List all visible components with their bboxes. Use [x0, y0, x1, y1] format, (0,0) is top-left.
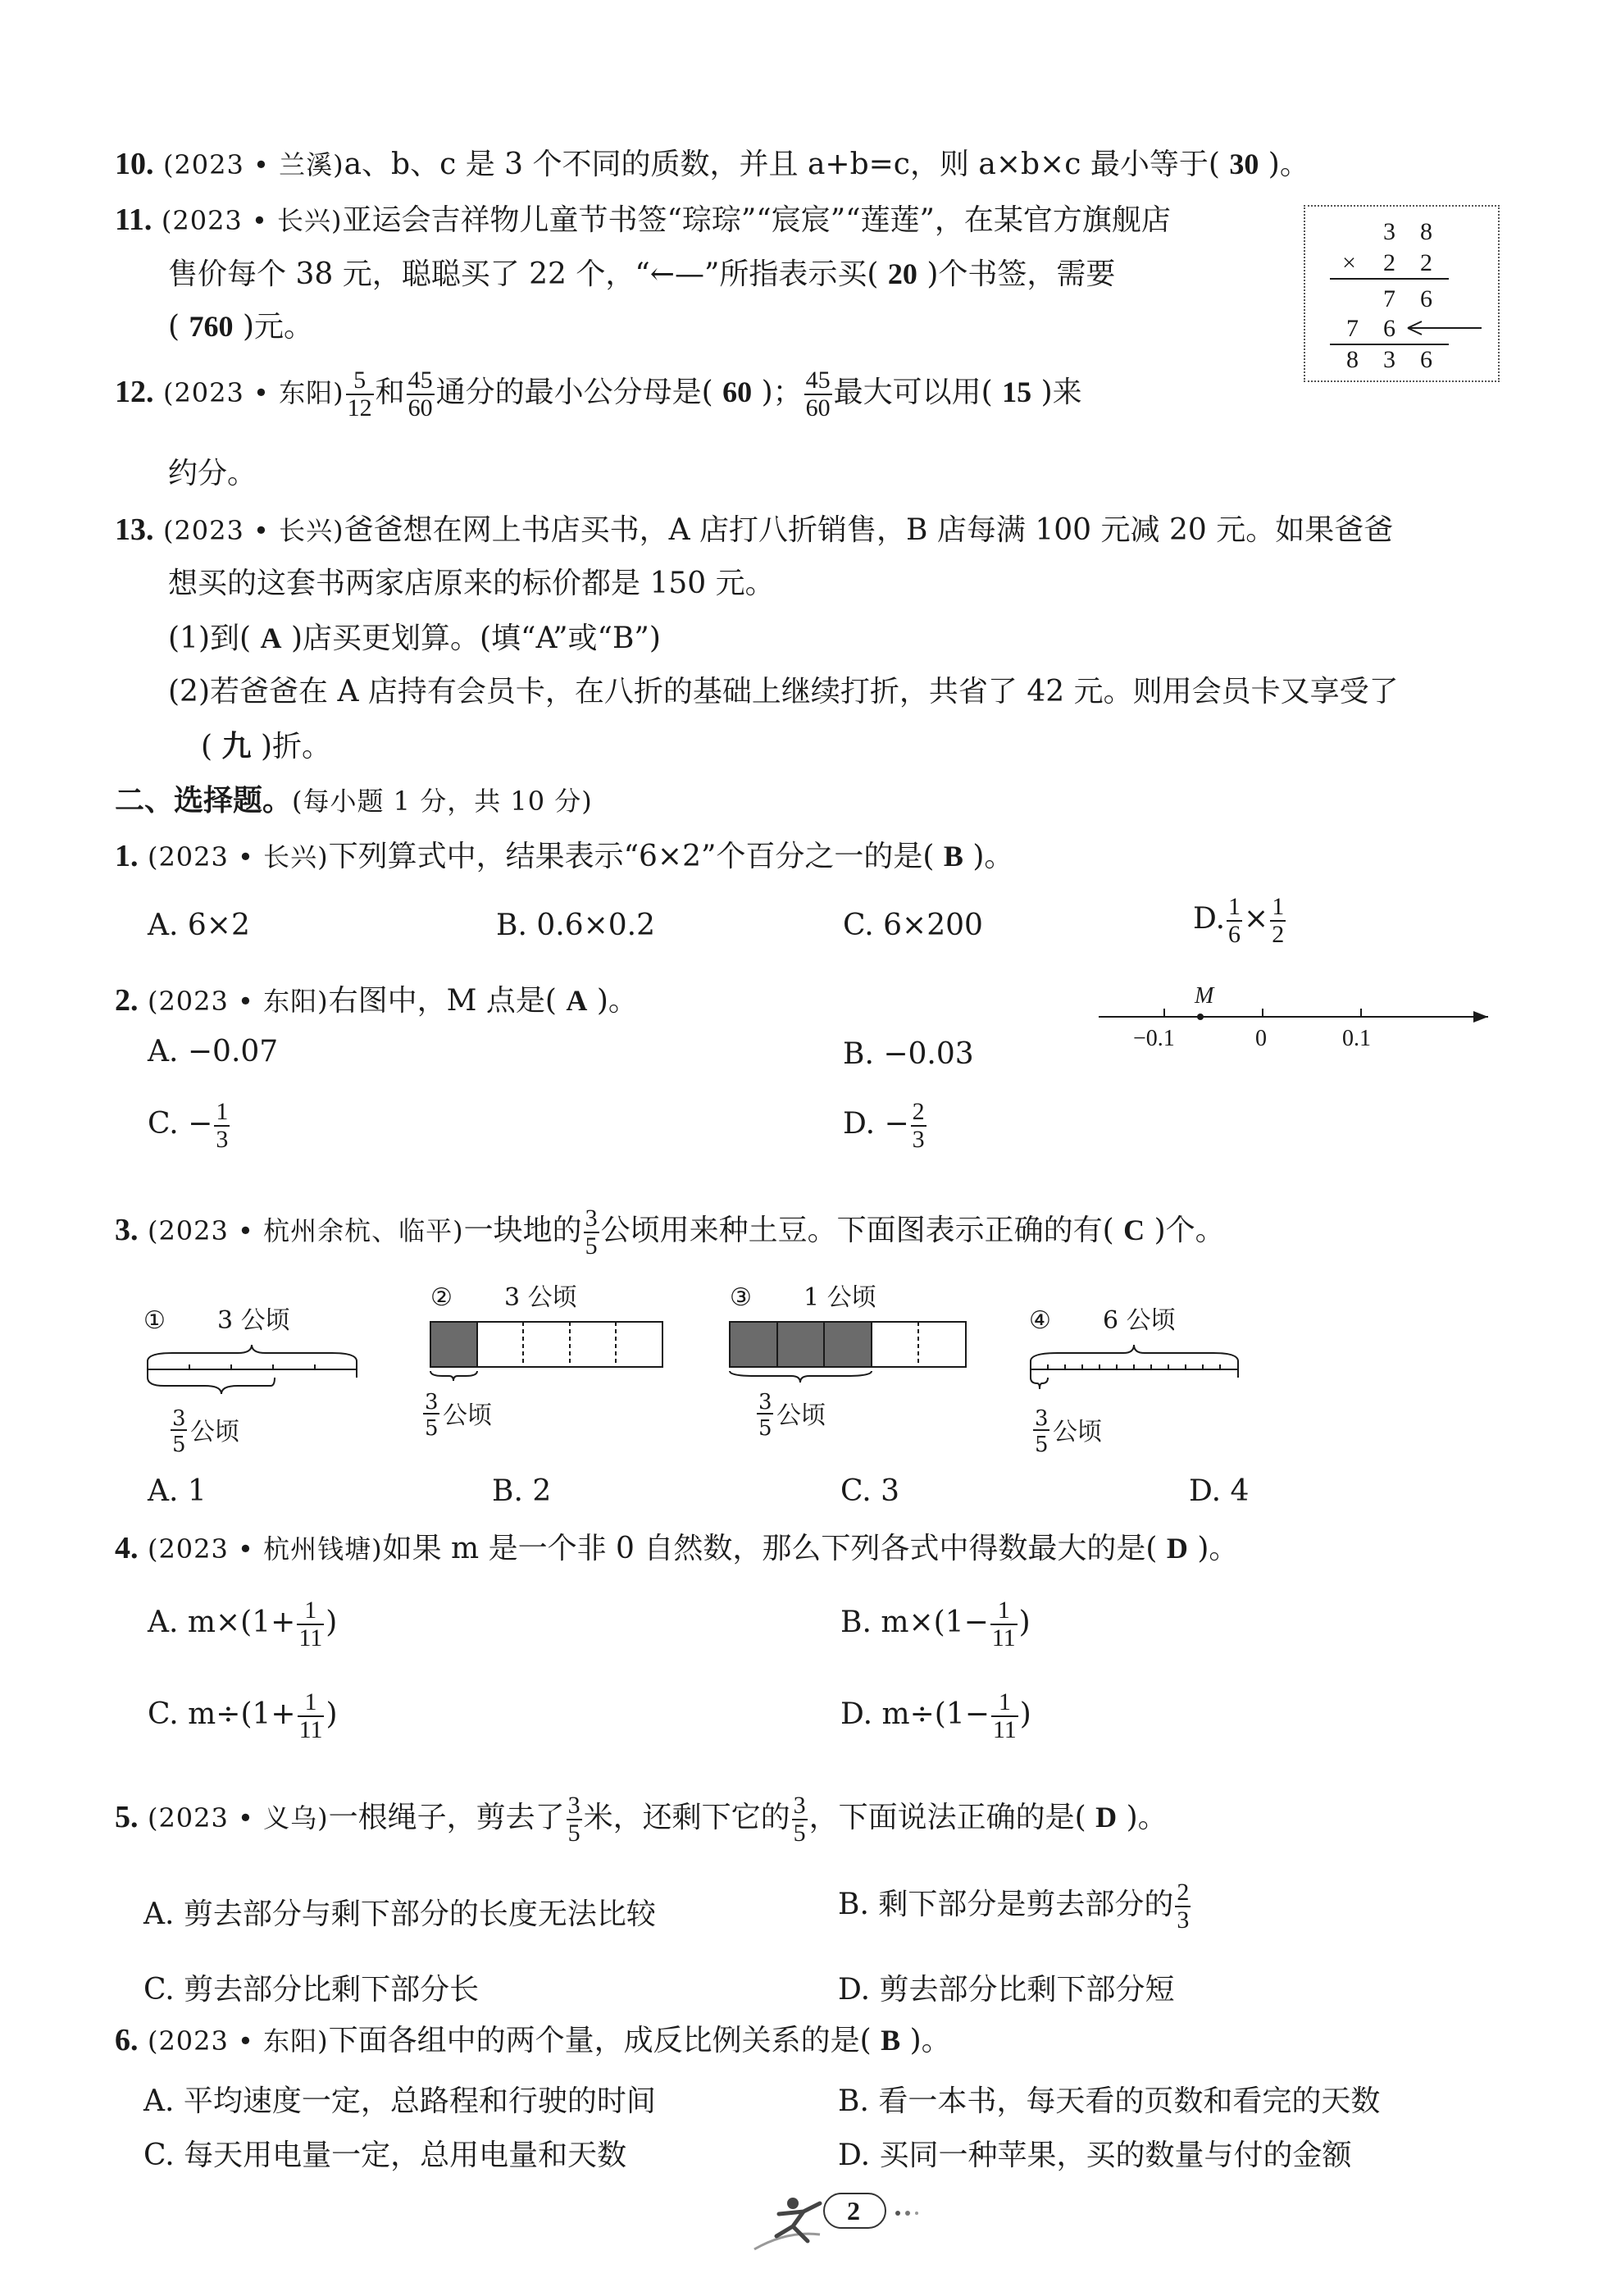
question-13-line2: 想买的这套书两家店原来的标价都是 150 元。	[168, 567, 775, 600]
option-c	[148, 1099, 231, 1153]
bottom-brace	[730, 1371, 872, 1383]
runner-icon	[787, 2198, 799, 2209]
answer: B	[881, 2024, 901, 2057]
top-brace	[1031, 1345, 1238, 1361]
source-tag: (2023 • 兰溪)	[162, 149, 344, 180]
question-text: 售价每个 38 元，聪聪买了 22 个，“←—”所指表示买(	[168, 257, 879, 291]
question-text: 和	[375, 376, 405, 409]
question-10	[115, 146, 1309, 183]
tick-label: 0.1	[1342, 1026, 1371, 1051]
question-text: 最大可以用(	[833, 376, 993, 409]
option-c: C. 剪去部分比剩下部分长	[143, 1973, 480, 2007]
question-text: 一块地的	[463, 1214, 582, 1247]
question-text: a、b、c 是 3 个不同的质数，并且 a+b=c，则 a×b×c 最小等于(	[344, 148, 1220, 181]
option-b: B. 看一本书，每天看的页数和看完的天数	[838, 2084, 1381, 2118]
answer: 30	[1229, 148, 1259, 180]
option-label: A. m×(1+	[148, 1606, 296, 1639]
question-number: 13.	[115, 512, 154, 547]
option-a: A. −0.07	[148, 1035, 279, 1068]
calc-r4-d2: 6	[1383, 315, 1395, 342]
calc-r3-d2: 6	[1420, 285, 1432, 312]
question-text: (	[168, 310, 180, 344]
figure-number: ④	[1029, 1306, 1051, 1335]
option-d: D. 4	[1189, 1474, 1250, 1508]
calc-r5-d1: 8	[1346, 346, 1359, 373]
question-text: 右图中，M 点是(	[328, 984, 557, 1018]
option-d	[1193, 894, 1287, 948]
question-text: 下列算式中，结果表示“6×2”个百分之一的是(	[328, 840, 935, 873]
tick-label: −0.1	[1133, 1026, 1175, 1051]
option-d: D. 剪去部分比剩下部分短	[838, 1973, 1175, 2007]
calc-r1-d2: 8	[1420, 218, 1432, 245]
fraction: $\frac{1}{3}$	[216, 1098, 229, 1153]
figure-bottom-label: 公顷	[190, 1418, 239, 1446]
question-number: 1.	[115, 839, 139, 873]
figure-top-label: 6 公顷	[1103, 1306, 1176, 1335]
option-b	[840, 1597, 1031, 1651]
question-text: )折。	[260, 730, 332, 763]
choice-question-3	[115, 1205, 1225, 1260]
option-a: A. 1	[148, 1474, 207, 1508]
source-tag: (2023 • 长兴)	[147, 841, 329, 872]
question-text-end: )。	[1126, 1801, 1168, 1834]
question-13	[115, 512, 1393, 549]
multiplication-figure	[1305, 207, 1498, 380]
swoosh-icon	[754, 2234, 820, 2249]
question-text-end: )。	[972, 840, 1014, 873]
fraction-num: 3	[758, 1390, 772, 1414]
fraction: $\frac{1}{6}$	[1228, 893, 1241, 948]
choice-question-1	[115, 838, 1013, 875]
question-text: (1)到(	[168, 622, 252, 655]
source-tag: (2023 • 长兴)	[162, 515, 344, 546]
question-text: 下面各组中的两个量，成反比例关系的是(	[328, 2024, 872, 2057]
fraction: $\frac{2}{3}$	[1177, 1879, 1190, 1934]
figure-number: ①	[143, 1306, 166, 1335]
question-number: 2.	[115, 983, 139, 1018]
fraction-den: 5	[1035, 1433, 1049, 1457]
fraction: $\frac{3}{5}$	[585, 1205, 598, 1260]
answer: D	[1095, 1801, 1118, 1834]
number-line	[1095, 980, 1505, 1054]
section-note: (每小题 1 分，共 10 分)	[292, 786, 593, 817]
calc-op: ×	[1342, 249, 1356, 276]
option-a: A. 剪去部分与剩下部分的长度无法比较	[143, 1897, 656, 1931]
tick-label: 0	[1255, 1026, 1267, 1051]
answer: 20	[887, 257, 917, 290]
page-footer	[742, 2185, 939, 2259]
calc-r5-d2: 3	[1383, 346, 1395, 373]
fraction-den: 5	[758, 1416, 772, 1441]
fraction-num: 3	[425, 1390, 439, 1414]
question-text: 通分的最小公分母是(	[435, 376, 713, 409]
question-13-sub2-line2	[201, 728, 331, 765]
calc-r3-d1: 7	[1383, 285, 1395, 312]
point-m	[1197, 1014, 1204, 1020]
figure-top-label: 3 公顷	[504, 1283, 577, 1312]
paren: )	[1019, 1697, 1031, 1731]
figure-number: ②	[430, 1283, 453, 1312]
figure-2	[423, 1283, 662, 1441]
fraction-num: 3	[172, 1406, 186, 1431]
choice-question-6	[115, 2022, 951, 2059]
option-label: B. m×(1−	[840, 1606, 989, 1639]
answer: A	[260, 622, 282, 654]
fraction: $\frac{1}{11}$	[992, 1688, 1017, 1743]
question-text: )店买更划算。(填“A”或“B”)	[290, 622, 661, 655]
choice-question-5	[115, 1793, 1168, 1847]
question-text: 米，还剩下它的	[583, 1801, 790, 1834]
question-text: 公顷用来种土豆。下面图表示正确的有(	[600, 1214, 1114, 1247]
fraction-den: 5	[425, 1416, 439, 1441]
question-12	[115, 367, 1082, 421]
option-label: B. 剩下部分是剪去部分的	[838, 1888, 1174, 1921]
choice-question-4	[115, 1530, 1238, 1567]
question-text: )元。	[242, 310, 313, 344]
figure-number: ③	[730, 1283, 752, 1312]
paren: )	[326, 1606, 338, 1639]
question-text-end: )。	[909, 2024, 951, 2057]
calc-r4-d1: 7	[1346, 315, 1359, 342]
question-11	[115, 202, 1171, 239]
option-d	[840, 1689, 1031, 1743]
figure-bottom-label: 公顷	[1053, 1418, 1102, 1446]
fraction: $\frac{1}{11}$	[298, 1688, 323, 1743]
question-number: 4.	[115, 1531, 139, 1565]
answer: 九	[221, 730, 252, 763]
fraction: $\frac{3}{5}$	[567, 1792, 580, 1847]
question-text: 一根绳子，剪去了	[328, 1801, 565, 1834]
figure-3	[730, 1283, 966, 1441]
point-m-label: M	[1195, 983, 1214, 1009]
source-tag: (2023 • 杭州钱塘)	[147, 1533, 383, 1565]
arrow-head-icon	[1473, 1011, 1488, 1023]
option-a: A. 平均速度一定，总路程和行驶的时间	[143, 2084, 656, 2118]
option-label: D. m÷(1−	[840, 1697, 990, 1731]
question-number: 10.	[115, 147, 154, 181]
question-text: ，下面说法正确的是(	[808, 1801, 1086, 1834]
question-11-line3	[168, 308, 313, 345]
figure-bottom-label: 公顷	[776, 1401, 826, 1430]
question-text-end: )。	[1197, 1532, 1239, 1565]
question-13-sub2: (2)若爸爸在 A 店持有会员卡，在八折的基础上继续打折，共省了 42 元。则用会员卡又享受了	[168, 675, 1399, 708]
question-number: 5.	[115, 1800, 139, 1834]
paren: )	[1018, 1606, 1031, 1639]
figure-1	[143, 1306, 357, 1457]
answer: 15	[1002, 376, 1032, 408]
fraction: $\frac{3}{5}$	[793, 1792, 806, 1847]
option-c: C. 每天用电量一定，总用电量和天数	[143, 2139, 627, 2172]
question-number: 6.	[115, 2023, 139, 2057]
bottom-brace	[1031, 1378, 1048, 1389]
option-a	[148, 1597, 337, 1651]
source-tag: (2023 • 杭州余杭、临平)	[147, 1215, 464, 1246]
question-text: 爸爸想在网上书店买书，A 店打八折销售，B 店每满 100 元减 20 元。如果爸爸	[344, 513, 1394, 547]
option-d	[843, 1099, 928, 1153]
question-text: )个书签，需要	[926, 257, 1116, 291]
multiplication-box	[1304, 205, 1500, 382]
question-text: (	[201, 730, 213, 763]
calc-r5-d3: 6	[1420, 346, 1432, 373]
source-tag: (2023 • 长兴)	[161, 205, 343, 236]
question-text-end: )。	[596, 984, 638, 1018]
calc-r1-d1: 3	[1383, 218, 1395, 245]
source-tag: (2023 • 东阳)	[162, 377, 344, 408]
option-c: C. 3	[840, 1474, 900, 1508]
option-label: C. m÷(1+	[148, 1697, 296, 1731]
fraction: $\frac{1}{11}$	[991, 1597, 1016, 1651]
figure-bottom-label: 公顷	[443, 1401, 492, 1430]
fraction: $\frac{45}{60}$	[407, 367, 433, 421]
fraction: $\frac{5}{12}$	[347, 367, 372, 421]
option-b: B. 2	[492, 1474, 552, 1508]
option-c: C. 6×200	[843, 909, 983, 942]
question-text-end: )。	[1268, 148, 1309, 181]
fraction-den: 5	[172, 1433, 186, 1457]
figures	[139, 1279, 1287, 1460]
bottom-brace	[430, 1371, 477, 1381]
answer: D	[1166, 1532, 1188, 1565]
question-number: 11.	[115, 203, 153, 237]
question-number: 3.	[115, 1213, 139, 1247]
answer: 760	[189, 310, 234, 343]
figure-top-label: 3 公顷	[217, 1306, 290, 1335]
fraction-num: 3	[1035, 1406, 1049, 1431]
option-label: D.	[1193, 902, 1226, 936]
question-number: 12.	[115, 375, 154, 409]
option-b: B. 0.6×0.2	[496, 909, 656, 942]
answer: 60	[722, 376, 753, 408]
question-text: )来	[1040, 376, 1082, 409]
option-label: D. −	[843, 1107, 909, 1141]
top-brace	[148, 1345, 357, 1361]
figure-top-label: 1 公顷	[804, 1283, 876, 1312]
page-number: 2	[847, 2196, 860, 2225]
fraction: $\frac{1}{11}$	[298, 1597, 323, 1651]
answer: B	[943, 840, 963, 872]
question-text: 亚运会吉祥物儿童节书签“琮琮”“宸宸”“莲莲”，在某官方旗舰店	[342, 203, 1171, 237]
option-b	[838, 1879, 1192, 1934]
choice-question-2	[115, 982, 638, 1019]
question-text: 如果 m 是一个非 0 自然数，那么下列各式中得数最大的是(	[382, 1532, 1158, 1565]
bottom-brace	[148, 1378, 275, 1394]
section-heading	[115, 782, 593, 819]
calc-r2-d1: 2	[1383, 249, 1395, 276]
fraction: $\frac{2}{3}$	[912, 1098, 925, 1153]
calc-r2-d2: 2	[1420, 249, 1432, 276]
question-text-end: )个。	[1154, 1214, 1225, 1247]
option-c	[148, 1689, 338, 1743]
source-tag: (2023 • 东阳)	[147, 2025, 329, 2057]
option-label: C. −	[148, 1107, 213, 1141]
paren: )	[326, 1697, 338, 1731]
question-text: )；	[761, 376, 803, 409]
fraction: $\frac{45}{60}$	[805, 367, 831, 421]
question-12-line2: 约分。	[168, 457, 257, 490]
option-b: B. −0.03	[843, 1037, 974, 1071]
question-11-line2	[168, 256, 1115, 293]
source-tag: (2023 • 东阳)	[147, 986, 329, 1017]
source-tag: (2023 • 义乌)	[147, 1802, 329, 1834]
option-d: D. 买同一种苹果，买的数量与付的金额	[838, 2139, 1352, 2172]
figure-4	[1029, 1306, 1238, 1457]
section-title: 二、选择题。	[115, 783, 293, 818]
option-a: A. 6×2	[148, 909, 250, 942]
answer: A	[566, 984, 588, 1017]
answer: C	[1123, 1214, 1145, 1246]
question-13-sub1	[168, 620, 661, 657]
fraction: $\frac{1}{2}$	[1272, 893, 1285, 948]
times-sign: ×	[1244, 902, 1269, 936]
